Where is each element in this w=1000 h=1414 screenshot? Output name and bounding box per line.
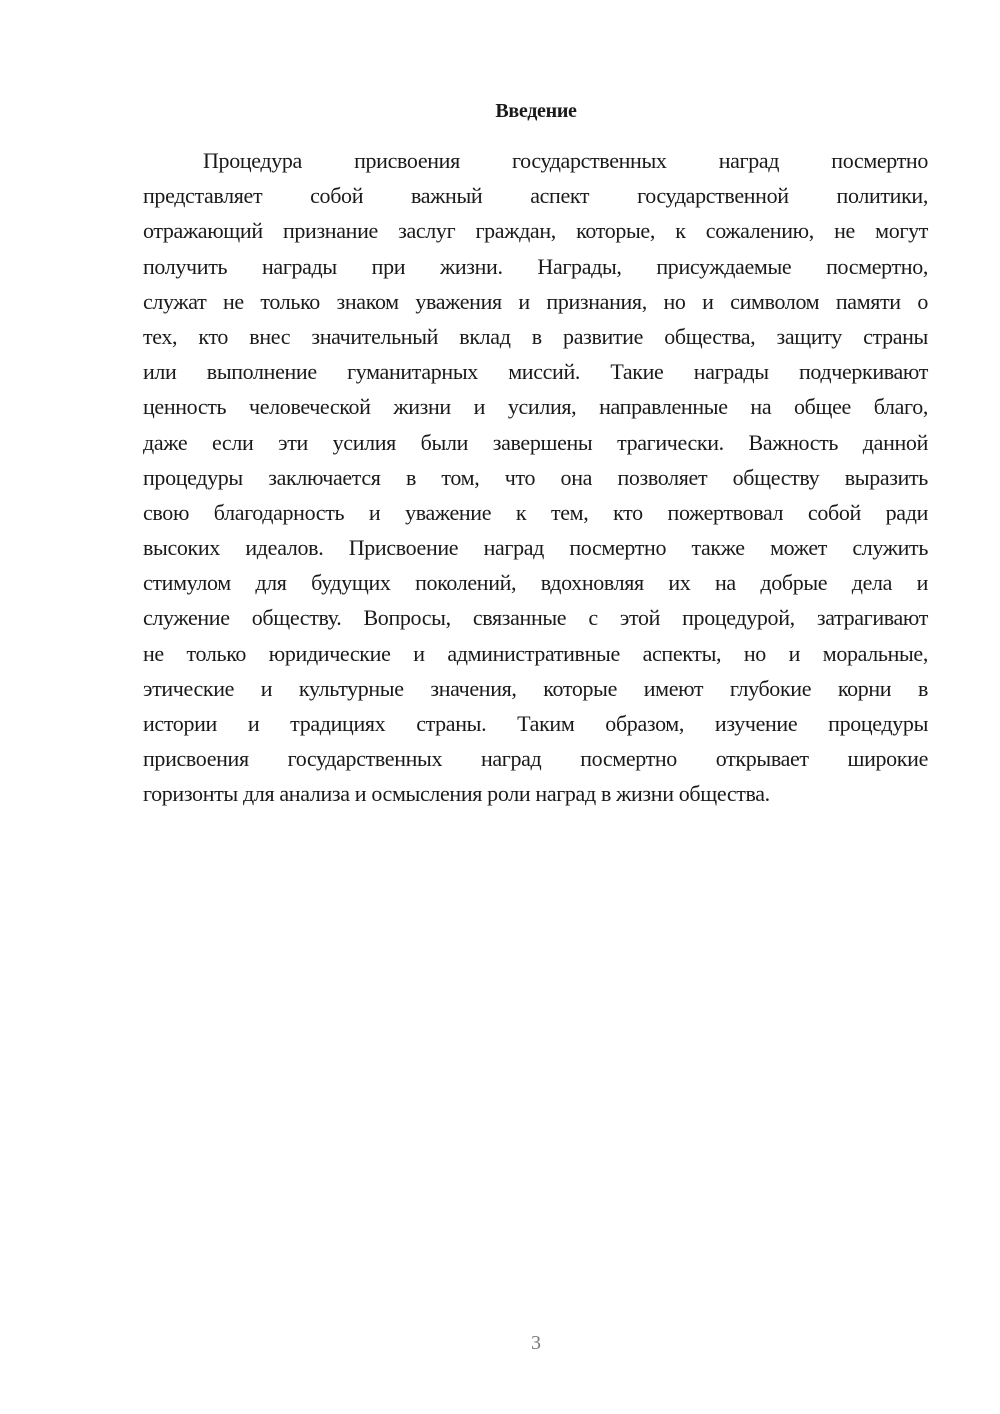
paragraph-line: высоких идеалов. Присвоение наград посмертно также может служить <box>143 535 928 561</box>
paragraph-line: этические и культурные значения, которые имеют глубокие корни в <box>143 675 928 701</box>
paragraph-line: служат не только знаком уважения и признания, но и символом памяти о <box>143 288 928 314</box>
page-number: 3 <box>531 1332 541 1354</box>
paragraph-line: процедуры заключается в том, что она позволяет обществу выразить <box>143 464 928 490</box>
paragraph-line: присвоения государственных наград посмертно открывает широкие <box>143 746 928 772</box>
paragraph-line: горизонты для анализа и осмысления роли наград в жизни общества. <box>143 781 770 807</box>
paragraph-line: стимулом для будущих поколений, вдохновляя их на добрые дела и <box>143 570 928 596</box>
paragraph-line: отражающий признание заслуг граждан, которые, к сожалению, не могут <box>143 218 928 244</box>
paragraph-line: Процедура присвоения государственных наград посмертно <box>203 148 928 173</box>
section-heading: Введение <box>495 100 577 122</box>
introduction-paragraph <box>143 143 928 812</box>
paragraph-line: ценность человеческой жизни и усилия, направленные на общее благо, <box>143 394 928 420</box>
paragraph-line: или выполнение гуманитарных миссий. Такие награды подчеркивают <box>143 359 928 385</box>
paragraph-line: свою благодарность и уважение к тем, кто пожертвовал собой ради <box>143 499 928 525</box>
paragraph-line: служение обществу. Вопросы, связанные с этой процедурой, затрагивают <box>143 605 928 631</box>
paragraph-line: не только юридические и административные аспекты, но и моральные, <box>143 640 928 666</box>
paragraph-line: даже если эти усилия были завершены трагически. Важность данной <box>143 429 928 455</box>
paragraph-line: истории и традициях страны. Таким образом, изучение процедуры <box>143 711 928 736</box>
paragraph-line: тех, кто внес значительный вклад в развитие общества, защиту страны <box>143 323 928 349</box>
paragraph-line: представляет собой важный аспект государственной политики, <box>143 183 928 209</box>
paragraph-line: получить награды при жизни. Награды, присуждаемые посмертно, <box>143 253 928 279</box>
